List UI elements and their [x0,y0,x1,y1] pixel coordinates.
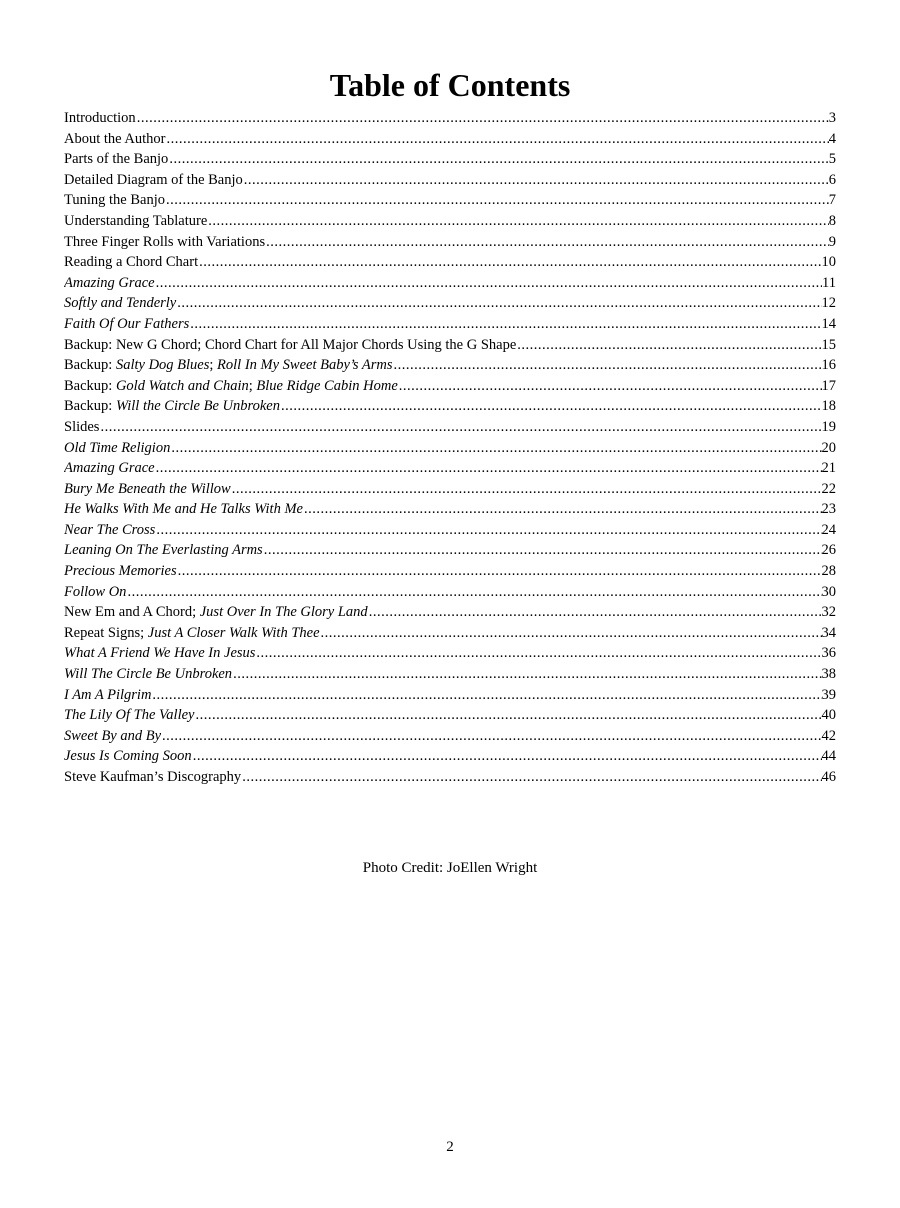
toc-entry-title [64,479,231,500]
toc-entry [64,190,836,211]
toc-entry [64,129,836,150]
toc-entry-page: 20 [821,439,836,456]
toc-title-italic-segment: Sweet By and By [64,727,162,744]
toc-entry [64,458,836,479]
toc-entry-title [64,438,170,459]
dot-leader [320,623,822,644]
toc-entry-page: 38 [821,666,836,683]
toc-title-segment: Steve Kaufman’s Discography [64,769,242,785]
toc-entry [64,170,836,191]
toc-entry [64,602,836,623]
toc-entry-title [64,417,99,438]
dot-leader [168,149,828,170]
dot-leader [195,705,822,726]
dot-leader [165,190,829,211]
toc-entry [64,211,836,232]
dot-leader [231,479,822,500]
toc-entry [64,438,836,459]
toc-title-segment: Introduction [64,110,136,126]
toc-entry [64,417,836,438]
toc-entry-title [64,211,207,232]
toc-title-italic-segment: Follow On [64,583,127,600]
toc-entry [64,232,836,253]
toc-entry-page: 12 [821,295,836,312]
toc-entry-page: 26 [821,542,836,559]
toc-entry-title [64,232,265,253]
toc-entry [64,273,836,294]
toc-title-segment: Reading a Chord Chart [64,254,199,271]
toc-entry-title [64,170,243,191]
dot-leader [166,129,829,150]
toc-entry-page: 7 [828,192,836,209]
toc-entry-title [64,499,303,520]
dot-leader [161,726,821,747]
toc-entry [64,685,836,706]
toc-entry [64,767,836,788]
toc-title-italic-segment: I Am A Pilgrim [64,686,152,703]
toc-entry [64,623,836,644]
toc-entry-title [64,376,398,397]
dot-leader [232,664,821,685]
toc-entry-page: 15 [821,336,836,353]
dot-leader [398,376,822,397]
toc-title-segment: ; [209,357,218,374]
toc-entry-page: 36 [821,645,836,662]
dot-leader [192,746,822,767]
toc-entry [64,314,836,335]
toc-entry-page: 28 [821,563,836,580]
toc-title-italic-segment: Near The Cross [64,521,156,538]
toc-title-segment: ; [248,377,257,394]
dot-leader [255,643,821,664]
toc-title-italic-segment: Softly and Tenderly [64,295,177,312]
toc-entry-title [64,561,177,582]
dot-leader [126,582,821,603]
toc-entry-page: 14 [821,315,836,332]
toc-entry [64,335,836,356]
toc-entry-title [64,190,165,211]
toc-title-italic-segment: Jesus Is Coming Soon [64,748,192,765]
toc-entry-page: 42 [821,727,836,744]
toc-entry-title [64,685,151,706]
toc-entry-title [64,149,168,170]
dot-leader [155,458,822,479]
toc-title-italic-segment: Blue Ridge Cabin Home [256,377,398,394]
toc-entry-title [64,664,232,685]
toc-entry [64,108,836,129]
toc-title-italic-segment: Leaning On The Everlasting Arms [64,542,263,559]
toc-entry-page: 24 [821,521,836,538]
toc-entry-title [64,705,195,726]
photo-credit: Photo Credit: JoEllen Wright [362,860,538,876]
toc-entry [64,355,836,376]
toc-entry-page: 21 [821,460,836,477]
toc-entry-title [64,293,176,314]
toc-entry-title [64,540,263,561]
dot-leader [151,685,821,706]
toc-entry-page: 16 [821,357,836,374]
toc-entry [64,520,836,541]
toc-entry-page: 10 [821,254,836,271]
toc-entry-page: 19 [821,418,836,435]
toc-title-segment: Understanding Tablature [64,212,208,229]
dot-leader [393,355,822,376]
dot-leader [176,293,821,314]
dot-leader [170,438,821,459]
dot-leader [243,170,829,191]
toc-entry-page: 32 [821,604,836,621]
toc-entry [64,643,836,664]
toc-list [64,108,836,788]
toc-entry-page: 8 [828,212,836,229]
toc-entry-title [64,396,280,417]
toc-entry-page: 34 [821,624,836,641]
toc-title-segment: Parts of the Banjo [64,151,169,168]
toc-title-segment: Slides [64,418,100,435]
toc-entry [64,561,836,582]
toc-entry-title [64,746,192,767]
toc-entry [64,293,836,314]
toc-entry-page: 17 [821,377,836,394]
toc-entry-title [64,602,368,623]
toc-entry-title [64,767,241,788]
dot-leader [155,520,821,541]
dot-leader [368,602,822,623]
toc-entry-page: 40 [821,707,836,724]
toc-entry-title [64,108,136,129]
toc-title-italic-segment: Old Time Religion [64,439,171,456]
toc-entry-page: 23 [821,501,836,518]
toc-entry-page: 9 [828,233,836,250]
toc-entry-page: 18 [821,398,836,415]
toc-title-italic-segment: Just A Closer Walk With Thee [147,624,320,641]
toc-entry-title [64,520,155,541]
page-number: 2 [446,1139,454,1155]
dot-leader [136,108,829,129]
toc-title-italic-segment: Faith Of Our Fathers [64,315,190,332]
toc-entry-title [64,129,166,150]
toc-entry-title [64,643,255,664]
toc-title-segment: Backup: New G Chord; Chord Chart for All Major Chords Using the G Shape [64,336,517,353]
toc-title-italic-segment: Roll In My Sweet Baby’s Arms [217,357,393,374]
toc-entry [64,479,836,500]
toc-entry-page: 46 [821,769,836,785]
toc-entry [64,252,836,273]
dot-leader [189,314,821,335]
toc-title-italic-segment: Amazing Grace [64,460,155,477]
toc-entry-title [64,726,161,747]
toc-title-segment: Three Finger Rolls with Variations [64,233,266,250]
dot-leader [155,273,822,294]
toc-title-segment: Detailed Diagram of the Banjo [64,171,243,188]
toc-entry [64,540,836,561]
toc-title-italic-segment: Gold Watch and Chain [115,377,249,394]
toc-title-italic-segment: Precious Memories [64,563,177,580]
toc-title-segment: Backup: [64,357,116,374]
toc-entry-page: 22 [821,480,836,497]
toc-entry [64,726,836,747]
toc-title-italic-segment: What A Friend We Have In Jesus [64,645,256,662]
toc-entry-title [64,252,198,273]
toc-entry-page: 44 [821,748,836,765]
toc-entry [64,499,836,520]
toc-title-segment: Tuning the Banjo [64,192,165,209]
dot-leader [207,211,828,232]
toc-title-segment: Backup: [64,398,116,415]
toc-title-italic-segment: The Lily Of The Valley [64,707,195,724]
toc-title-italic-segment: Salty Dog Blues [115,357,210,374]
toc-entry-page: 11 [822,274,836,291]
toc-entry-title [64,273,155,294]
dot-leader [177,561,822,582]
toc-entry [64,582,836,603]
toc-entry-page: 3 [828,110,836,126]
toc-entry-title [64,458,155,479]
toc-title-italic-segment: Bury Me Beneath the Willow [64,480,231,497]
toc-entry [64,396,836,417]
toc-entry-title [64,314,189,335]
toc-entry [64,746,836,767]
toc-title-italic-segment: Will the Circle Be Unbroken [115,398,280,415]
toc-entry-title [64,355,393,376]
toc-entry-page: 39 [821,686,836,703]
toc-entry-page: 5 [828,151,836,168]
toc-title-segment: New Em and A Chord; [64,604,200,621]
toc-entry-title [64,623,320,644]
toc-entry-title [64,335,516,356]
dot-leader [280,396,822,417]
toc-entry-page: 4 [828,130,836,147]
dot-leader [198,252,821,273]
dot-leader [516,335,821,356]
page-title: Table of Contents [329,67,571,104]
dot-leader [265,232,829,253]
toc-entry-page: 6 [828,171,836,188]
toc-title-segment: Repeat Signs; [64,624,148,641]
dot-leader [263,540,822,561]
toc-title-segment: About the Author [64,130,166,147]
toc-title-italic-segment: He Walks With Me and He Talks With Me [64,501,303,518]
dot-leader [303,499,822,520]
toc-entry [64,149,836,170]
toc-entry [64,664,836,685]
toc-entry-page: 30 [821,583,836,600]
toc-title-italic-segment: Just Over In The Glory Land [199,604,368,621]
toc-entry [64,705,836,726]
toc-entry [64,376,836,397]
toc-title-segment: Backup: [64,377,116,394]
toc-entry-title [64,582,126,603]
dot-leader [99,417,821,438]
toc-title-italic-segment: Will The Circle Be Unbroken [64,666,233,683]
toc-title-italic-segment: Amazing Grace [64,274,155,291]
dot-leader [241,767,821,788]
